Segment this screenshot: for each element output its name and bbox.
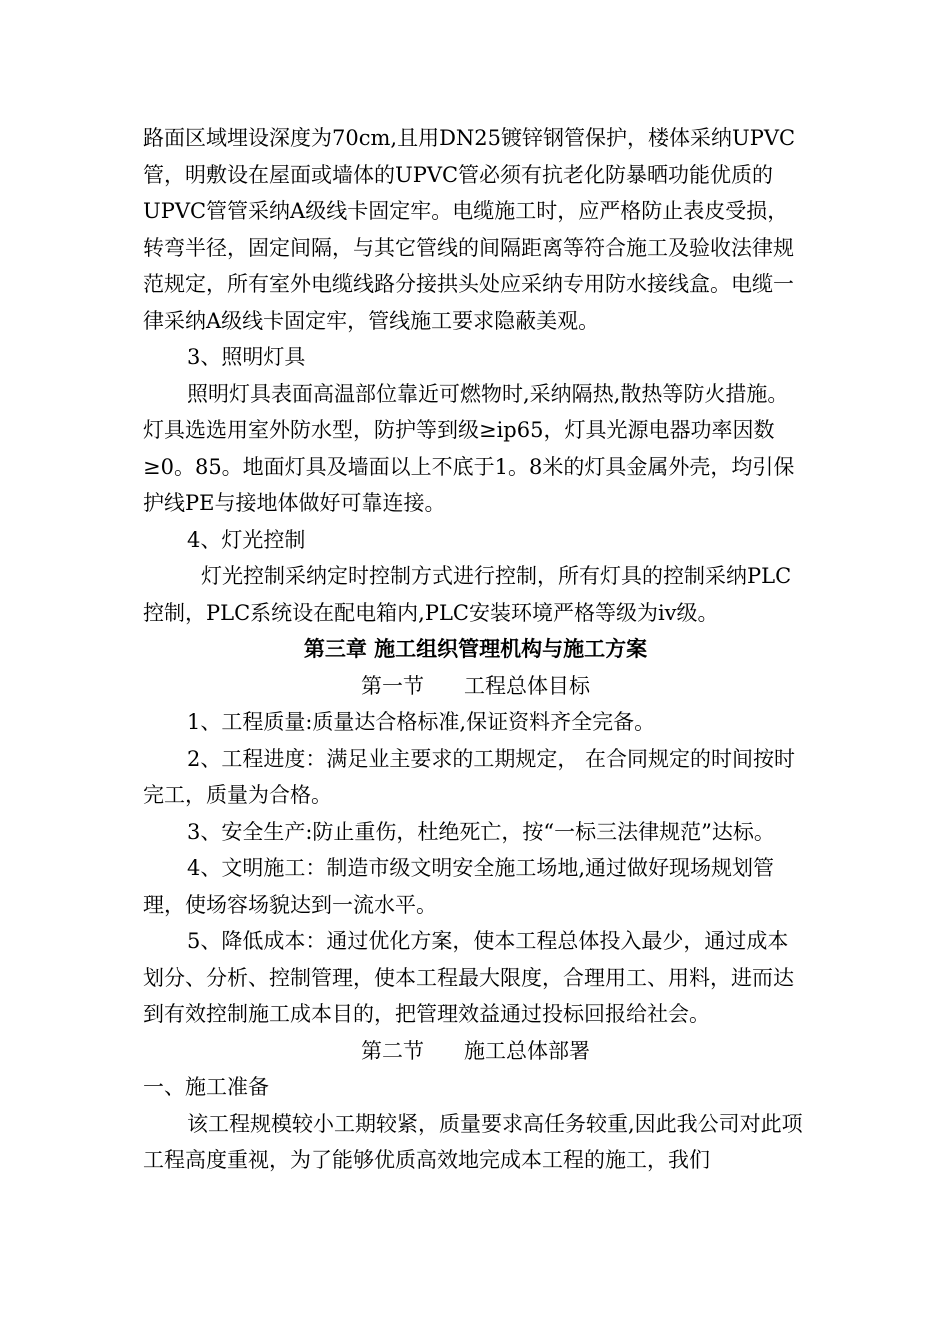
- goal-item-safety: 3、安全生产:防止重伤，杜绝死亡，按“一标三法律规范”达标。: [187, 819, 775, 844]
- chapter-title: 第三章 施工组织管理机构与施工方案: [303, 636, 648, 661]
- heading-lighting-fixtures: 3、照明灯具: [187, 345, 306, 369]
- paragraph-cable-laying: 路面区域埋设深度为70cm,且用DN25镀锌钢管保护，楼体采纳UPVC管，明敷设在屋面或墙体的UPVC管必须有抗老化防暴晒功能优质的UPVC管管采纳A级线卡固定牢。电缆施工时，应严格防止表皮受损，转弯半径，固定间隔，与其它管线的间隔距离等符合施工及验收法律规范规定，所有室外电缆线路分接拱头处应采纳专用防水接线盒。电缆一律采纳A级线卡固定牢，管线施工要求隐蔽美观。: [143, 126, 796, 333]
- paragraph-lighting-control: 灯光控制采纳定时控制方式进行控制，所有灯具的控制采纳PLC控制，PLC系统设在配电箱内,PLC安装环境严格等级为iv级。: [143, 564, 792, 625]
- heading-construction-preparation: 一、施工准备: [143, 1075, 269, 1099]
- section-title-overall-goals: 第一节 工程总体目标: [360, 673, 591, 698]
- goal-item-schedule: 2、工程进度：满足业主要求的工期规定， 在合同规定的时间按时完工，质量为合格。: [143, 746, 796, 807]
- document-page: [143, 120, 808, 1179]
- heading-lighting-control: 4、灯光控制: [187, 527, 306, 552]
- goal-item-cost-reduction: 5、降低成本：通过优化方案，使本工程总体投入最少，通过成本划分、分析、控制管理，使本工程最大限度，合理用工、用料，进而达到有效控制施工成本目的，把管理效益通过投标回报给社会。: [143, 929, 794, 1026]
- goal-item-quality: 1、工程质量:质量达合格标准,保证资料齐全完备。: [187, 710, 656, 734]
- section-title-overall-deployment: 第二节 施工总体部署: [360, 1038, 591, 1063]
- goal-item-civilized-construction: 4、文明施工：制造市级文明安全施工场地,通过做好现场规划管理，使场容场貌达到一流水平。: [143, 856, 775, 917]
- paragraph-construction-preparation: 该工程规模较小工期较紧，质量要求高任务较重,因此我公司对此项工程高度重视，为了能够优质高效地完成本工程的施工，我们: [143, 1111, 803, 1172]
- paragraph-lighting-fixtures: 照明灯具表面高温部位靠近可燃物时,采纳隔热,散热等防火措施。灯具选选用室外防水型，防护等到级≥ip65，灯具光源电器功率因数≥0。85。地面灯具及墙面以上不底于1。8米的灯具金属外壳，均引保护线PE与接地体做好可靠连接。: [143, 381, 795, 515]
